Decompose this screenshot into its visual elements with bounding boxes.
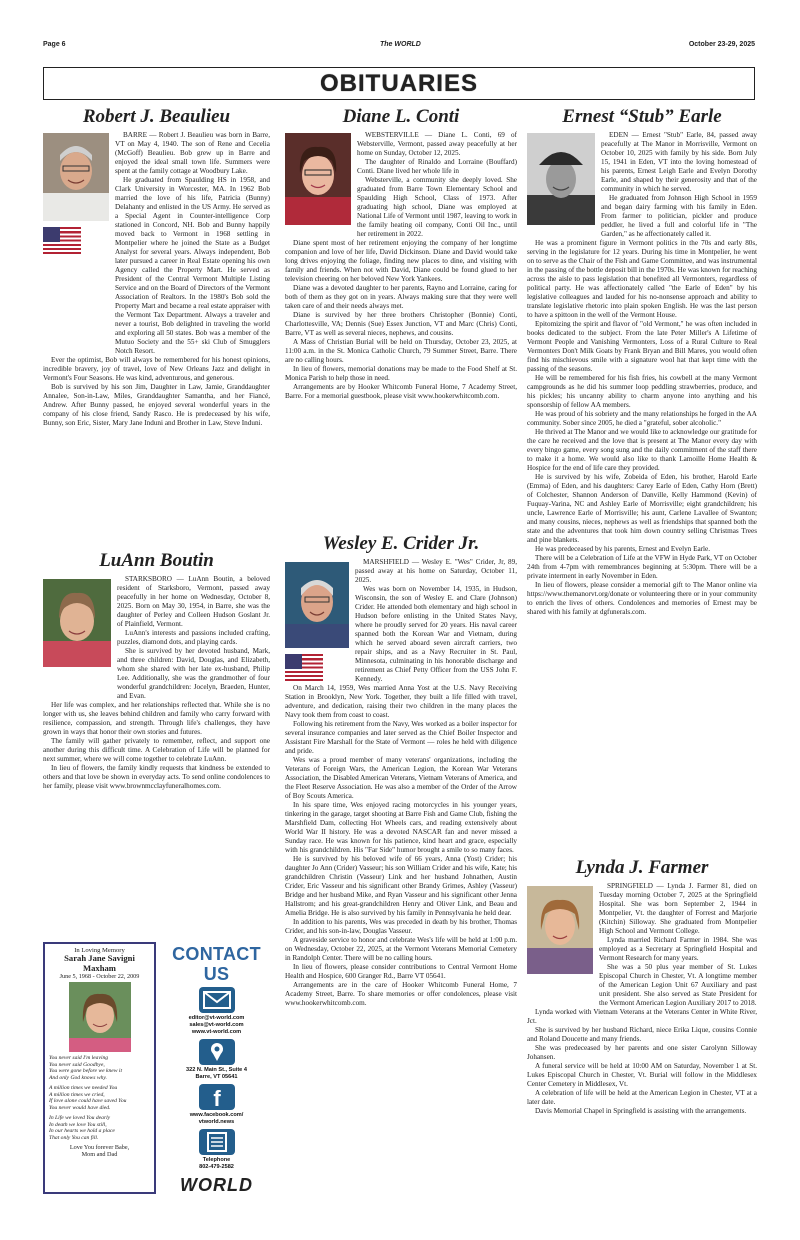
obit-name: Robert J. Beaulieu — [82, 106, 231, 127]
contact-box — [165, 944, 268, 1194]
memorial-photo — [69, 982, 131, 1052]
contact-email[interactable]: editor@vt-world.com — [188, 1015, 245, 1021]
obit-name: Wesley E. Crider Jr. — [322, 533, 480, 554]
obit-paragraph: On March 14, 1959, Wes married Anna Yost at the U.S. Navy Receiving Station in Brooklyn, New York. Together, they built a life filled with travel, adventure, and dedication, raising their two children in the many places the Navy took them from coast to coast. — [285, 684, 517, 719]
obit-conti — [285, 105, 517, 527]
obit-paragraph: Bob is survived by his son Jim, Daughter in Law, Jamie, Granddaughter Annalee, Son-in-Law, Miles, Granddaughter Samantha, and her Fiancé, Andrew. After Bunny passed, he enjoyed several wonderful years in the company of his close friend, Sandy Rasco. He is predeceased by his wife, Bunny, son Eric, Sister, Mary Jane Induni and Brother in Law, Steve Induni. — [43, 383, 270, 427]
obit-paragraph: She was predeceased by her parents and one sister Carolynn Silloway Johansen. — [527, 1044, 757, 1061]
obit-name: Diane L. Conti — [342, 106, 460, 127]
obit-paragraph: In lieu of flowers, memorial donations may be made to the Food Shelf at St. Monica Parish to help those in need. — [285, 365, 517, 382]
contact-telephone[interactable]: 802-479-2582 — [199, 1164, 234, 1170]
obit-paragraph: Her life was complex, and her relationships reflected that. While she is no longer with us, she leaves behind children and family who carry forward with resilience, compassion, and strength. Through life's challenges, they have grown in ways that honor their own stories and futures. — [43, 701, 270, 736]
page-number: Page 6 — [43, 41, 66, 48]
poem-line: In our hearts we hold a place — [49, 1128, 115, 1134]
svg-text:f: f — [212, 1086, 221, 1110]
obit-paragraph: EDEN — Ernest "Stub" Earle, 84, passed away peacefully at The Manor in Morrisville, Vermont on October 10, 2025 with family by his side. Born July 15, 1941 in Eden, VT into the loving homestead of his parents, Ernest Leigh Earle and Evelyn Dorothy Earle, and shaped by their generosity and that of the community in which he served. — [601, 131, 757, 193]
obit-name: Lynda J. Farmer — [575, 857, 709, 878]
issue-date: October 23-29, 2025 — [688, 41, 755, 48]
obit-crider — [285, 532, 517, 1200]
memorial-intro: In Loving Memory — [74, 947, 125, 954]
obit-paragraph: The family will gather privately to remember, reflect, and support one another during this difficult time. A Celebration of Life will be planned for next summer, where we will come together to celebrate LuAnn. — [43, 737, 270, 763]
obit-paragraph: Websterville, a community she deeply loved. She graduated from Barre Town Elementary School and Spaulding High School, Class of 1973. After graduating high school, Diane was employed at National Life of Vermont until 1987, leaving to work in the family heating oil company, Conti Oil Inc., until her retirement in 2022. — [357, 176, 517, 238]
portrait-photo — [43, 133, 109, 221]
contact-tel-label: Telephone — [202, 1157, 231, 1163]
obit-paragraph: Diane spent most of her retirement enjoying the company of her longtime companion and love of her life, David Dickinson. Diane and David would take long drives enjoying the foliage, finding new places to dine, and visiting with family and friends. When not with David, Diane could be found glued to her television cheering on her beloved New York Yankees. — [285, 239, 517, 283]
obit-paragraph: Wes was a proud member of many veterans' organizations, including the Veterans of Foreign Wars, the American Legion, the Korean War Veterans Association, the Disabled American Veterans, Vietnam Veterans of America, and the Fleet Reserve Association. He was also a member of the Order of the Arrow of Boy Scouts America. — [285, 756, 517, 800]
obit-paragraph: She is survived by her husband Richard, niece Erika Lique, cousins Connie and Roland Doucette and many friends. — [527, 1026, 757, 1043]
portrait-photo — [285, 133, 351, 225]
contact-website[interactable]: www.vt-world.com — [191, 1029, 242, 1035]
memorial-signature: Mom and Dad — [81, 1151, 118, 1158]
obit-paragraph: In lieu of flowers, please consider contributions to Central Vermont Home Health and Hospice, 600 Granger Rd., Barre VT 05641. — [285, 963, 517, 980]
memorial-name: Sarah Jane Savigni Maxham — [64, 953, 135, 973]
obit-earle — [527, 105, 757, 850]
portrait-photo — [527, 133, 595, 225]
obit-paragraph: A graveside service to honor and celebrate Wes's life will be held at 1:00 p.m. on Wednesday, October 22, 2025, at the Vermont Veterans Memorial Cemetery in Randolph Center. There will be no calling hours. — [285, 936, 517, 962]
poem-line: You never said I'm leaving — [49, 1055, 109, 1061]
section-title: OBITUARIES — [319, 70, 478, 97]
obit-paragraph: BARRE — Robert J. Beaulieu was born in Barre, VT on May 4, 1940. The son of Rene and Cecelia (McGoff) Beaulieu. Bob grew up in Barre and enjoyed the ideal small town life. Summers were spent at the family cottage at Woodbury Lake. — [115, 131, 270, 175]
obit-paragraph: He graduated from Johnson High School in 1959 and began dairy farming with his family in Eden. From farmer to politician, pickler and produce peddler, he lived a full and colorful life in "The Garden," as he affectionately called it. — [601, 194, 757, 238]
newspaper-icon — [199, 1129, 235, 1155]
obit-farmer — [527, 856, 757, 1200]
obit-paragraph: STARKSBORO — LuAnn Boutin, a beloved resident of Starksboro, Vermont, passed away peacefully in her home on Wednesday, October 8, 2025. Born on May 30, 1954, in Barre, she was the daughter of Perley and Colleen Hudson Goslant Jr. of Plainfield, Vermont. — [117, 575, 270, 628]
memorial-dates: June 5, 1968 - October 22, 2009 — [59, 973, 140, 980]
obit-paragraph: A Mass of Christian Burial will be held on Thursday, October 23, 2025, at 11:00 a.m. in the St. Monica Catholic Church, 79 Summer Street, Barre. There are no calling hours. — [285, 338, 517, 364]
us-flag-icon — [285, 654, 323, 681]
obit-paragraph: The daughter of Rinaldo and Lorraine (Bouffard) Conti. Diane lived her whole life in — [357, 158, 517, 175]
poem-line: In death we love You still, — [49, 1121, 107, 1128]
obit-paragraph: MARSHFIELD — Wesley E. "Wes" Crider, Jr, 89, passed away at his home on Saturday, October 11, 2025. — [355, 558, 517, 584]
obit-paragraph: Diane was a devoted daughter to her parents, Rayno and Lorraine, caring for both of them as they got on in years. Always making sure that they were well taken care of and their needs always met. — [285, 284, 517, 310]
obit-paragraph: He is survived by his wife, Zobeida of Eden, his brother, Harold Earle (Emma) of Eden, and his daughters: Carey Earle of Eden, Cathy Horn (Brett) of Colchester, Shannon Anderson of Danville, Kelly Hammond (Kevin) of Fuquay-Varina, NC and Ashley Earle of Morrisville; eight grandchildren; his uncle, Lawrence Earle of Morrisville; his aunt, Carlene Lavallee of Swanton; and many cousins, nieces, nephews as well as friendships that spanned both the state and the adventures that took him down country selling Christmas Trees and pine blankets. — [527, 473, 757, 544]
us-flag-icon — [43, 227, 81, 254]
obit-name: Ernest “Stub” Earle — [562, 106, 722, 127]
contact-facebook[interactable]: www.facebook.com/ — [189, 1112, 244, 1118]
obit-paragraph: He is survived by his beloved wife of 66 years, Anna (Yost) Crider; his daughter Jo Ann (Crider) Vasseur; his son William Crider and his wife, Kate; his grandchildren Christin (Vasseur) Link and her husband Johnathen, Austin Crider, Eric Vasseur and his significant other Brandy Grimes, Ashley (Vasseur) Bridge and her husband Mike, and Ryan Vasseur and his significant other Jenna Hallstrom; and his great-grandchildren Henry and Oliver Link, and Beau and Amelia Bridge. He is also survived by his family in Pennsylvania he held dear. — [285, 855, 517, 917]
obit-paragraph: Following his retirement from the Navy, Wes worked as a boiler inspector for several insurance companies and later served as the Chief Boiler Inspector and Assistant Fire Marshall for the State of Vermont — roles he held with diligence and pride. — [285, 720, 517, 755]
memorial-poem — [49, 1055, 150, 1141]
obit-paragraph: LuAnn's interests and passions included crafting, puzzles, diamond dots, and playing cards. — [117, 629, 270, 646]
obit-paragraph: He was a prominent figure in Vermont politics in the 70s and early 80s, serving in the legislature for 12 years. During his time in Montpelier, he went on to serve as the Chair of the Fish and Game Committee, and was instrumental in the passing of the bottle deposit bill in the 1970s. He was known for reaching across the aisle to pass legislation that benefited all Vermonters, regardless of political party. He was affectionately called "the Earle of Eden" by his legislative colleagues and lauded for his no-nonsense approach and ability to translate legislative rhetoric into plain spoken English. He was the last person to have a spittoon in the well of the Vermont House. — [527, 239, 757, 319]
obit-paragraph: WEBSTERVILLE — Diane L. Conti, 69 of Websterville, Vermont, passed away peacefully at her home on Sunday, October 12, 2025. — [357, 131, 517, 157]
obit-paragraph: Diane is survived by her three brothers Christopher (Bonnie) Conti, Charlottesville, VA; Dennis (Sue) Essex Junction, VT and Marc (Chris) Conti, Barre, VT as well as several nieces, nephews, and cousins. — [285, 311, 517, 337]
obit-paragraph: He will be remembered for his fish fries, his cowbell at the many Vermont campgrounds as he did his summer loop peddling strawberries, produce, and his pickles; his uncanny ability to charm anyone into anything and his sponsorship of fellow AA members. — [527, 374, 757, 409]
memorial-box — [43, 942, 156, 1194]
obit-paragraph: There will be a Celebration of Life at the VFW in Hyde Park, VT on October 24th from 4-7pm with remembrances beginning at 5:30pm. There will be a private interment in early November in Eden. — [527, 554, 757, 580]
contact-email[interactable]: sales@vt-world.com — [189, 1022, 244, 1028]
poem-line: A million times we cried, — [49, 1091, 105, 1098]
obit-paragraph: Lynda worked with Vietnam Veterans at the Veterans Center in White River, Jct. — [527, 1008, 757, 1025]
obit-paragraph: She is survived by her devoted husband, Mark, and three children: David, Douglas, and Elizabeth, whom she shared with her late ex-husband, Philip Lee. Additionally, she was the grandmother of four wonderful grandchildren: Jocelyn, Braeden, Hunter, and Evan. — [117, 647, 270, 700]
obit-paragraph: Ever the optimist, Bob will always be remembered for his honest opinions, incredible bravery, joy of travel, love of New Orleans Jazz and delight in Vermont's Four Seasons. He was kind, adventurous, and generous. — [43, 356, 270, 382]
world-logo: WORLD — [180, 1175, 253, 1194]
obit-paragraph: In lieu of flowers, the family kindly requests that kindness be extended to others and that love be shown in everyday acts. To send online condolences to her family, please visit www.brownmcclayfuneralhomes.com. — [43, 764, 270, 790]
poem-line: And only God knows why. — [49, 1074, 107, 1081]
obit-paragraph: She was a 50 plus year member of St. Lukes Episcopal Church in Chester, Vt. A longtime member of the American Legion Unit 67 Auxiliary and past unit president. She also served as State President for the Vermont American Legion Auxiliary 2017 to 2018. — [599, 963, 757, 1007]
obit-paragraph: He graduated from Spaulding HS in 1958, and Clark University in Worcester, MA. In 1962 Bob married the love of his life, Patricia (Bunny) Delahanty and enlisted in the US Army. He served as a Special Agent in Counter-intelligence Corp stationed in Concord, NH. Bob and Bunny happily moved back to Vermont in 1968 settling in Montpelier where he joined the State as a Budget Analyst for several years. Always independent, Bob later pursued a career in Real Estate opening his own Agency called the Property Mart. He served as President of the Central Vermont Multiple Listing Service and on the Board of Directors of the Vermont Association of Realtors. In the 1980's Bob sold the Property Mart and became a real estate appraiser with the Vermont Tax Department. Always a traveler and never a tourist, Bob delighted in traveling the world and exploring all 50 states. Bob was a member of the Mutuo Society and the 55+ ski Club of Smugglers Notch Resort. — [115, 176, 270, 355]
contact-address: Barre, VT 05641 — [195, 1074, 238, 1080]
obit-boutin — [43, 549, 270, 935]
email-icon — [199, 987, 235, 1013]
contact-title: CONTACT US — [172, 944, 261, 984]
obit-paragraph: SPRINGFIELD — Lynda J. Farmer 81, died on Tuesday morning October 7, 2025 at the Springfield Hospital. She was born September 2, 1944 in Montpelier, Vt. the daughter of Forrest and Marjorie (Kitchin) Silloway. She graduated from Montpelier High School and Vermont College. — [599, 882, 757, 935]
poem-line: You were gone before we knew it — [49, 1068, 123, 1074]
obit-paragraph: A celebration of life will be held at the American Legion in Chester, VT at a later date. — [527, 1089, 757, 1106]
obit-paragraph: Epitomizing the spirit and flavor of "old Vermont," he was often included in books dedicated to the subject. From the late Peter Miller's A Lifetime of Vermont People and Vanishing Vermonters, Loss of a Rural Culture to Real Vermonters Don't Milk Goats by Frank Bryan and Bill Mares, you would often find his mischievous smile with a signature wool hat that kept time with the passing of the seasons. — [527, 320, 757, 373]
obit-paragraph: Wes was born on November 14, 1935, in Hudson, Wisconsin, the son of Wesley E. and Clare (Johnson) Crider. He attended both elementary and high school in Hudson before enlisting in the United States Navy, where he proudly served for 20 years. His naval career spanned both the Korean War and Vietnam, during which he served aboard seven aircraft carriers, two repair ships, and as a Navy Recruiter in St. Paul, Minnesota, culminating in his honorable discharge and retirement as Chief Petty Officer from the USS John F. Kennedy. — [355, 585, 517, 683]
contact-address: 322 N. Main St., Suite 4 — [186, 1067, 247, 1073]
obit-beaulieu — [43, 105, 270, 550]
portrait-photo — [527, 886, 593, 974]
poem-line: A million times we needed You — [49, 1085, 118, 1091]
location-pin-icon — [199, 1039, 235, 1065]
poem-line: That only You can fill. — [49, 1134, 99, 1141]
portrait-photo — [43, 579, 111, 667]
obit-paragraph: Arrangements are by Hooker Whitcomb Funeral Home, 7 Academy Street, Barre. For a memorial guestbook, please visit www.hookerwhitcomb.com. — [285, 383, 517, 400]
obit-paragraph: He was predeceased by his parents, Ernest and Evelyn Earle. — [535, 545, 711, 553]
obit-paragraph: In addition to his parents, Wes was preceded in death by his brother, Thomas Crider, and his son-in-law, Douglas Vasseur. — [285, 918, 517, 935]
portrait-photo — [285, 562, 349, 648]
obit-name: LuAnn Boutin — [99, 550, 214, 571]
poem-line: You never would have died. — [49, 1104, 111, 1111]
facebook-icon — [199, 1084, 235, 1110]
obit-paragraph: He was proud of his sobriety and the many relationships he forged in the AA community. Sober since 2005, he died a "grateful, sober alcoholic." — [527, 410, 757, 427]
memorial-signature: Love You forever Babe, — [69, 1144, 130, 1151]
obit-paragraph: In lieu of flowers, please consider a memorial gift to The Manor online via https://www.themanorvt.org/donate or volunteering there or in your community to enrich the lives of others. Condolences and memories of Ernest may be shared with his family at dgfunerals.com. — [527, 581, 757, 616]
poem-line: You never said Goodbye, — [49, 1061, 105, 1068]
obit-paragraph: Arrangements are in the care of Hooker Whitcomb Funeral Home, 7 Academy Street, Barre. To share memories or offer condolences, please visit www.hookerwhitcomb.com. — [285, 981, 517, 1007]
obit-paragraph: In his spare time, Wes enjoyed racing motorcycles in his younger years, tinkering in the garage, target shooting at Barre Fish and Game Club, fishing the Marshfield Dam, collecting Hot Wheels cars, and reading extensively about World War II history. He was a devoted NASCAR fan and never missed a Sunday race. He was known for his patience, kind heart and grace, especially with his grandchildren. His "Far Side" humor brought a smile to so many faces. — [285, 801, 517, 854]
paper-name: The WORLD — [380, 41, 421, 48]
obit-paragraph: He thrived at The Manor and we would like to acknowledge our gratitude for the care he received and the love that is present at The Manor every day with every bingo game, every song sung and the daily commitment of the staff there to make it a home. We would also like to thank Lamoille Home Health & Hospice for the end of life care they provided. — [527, 428, 757, 472]
section-title-box — [43, 67, 755, 100]
contact-facebook[interactable]: vtworld.news — [198, 1119, 235, 1125]
obit-paragraph: A funeral service will be held at 10:00 AM on Saturday, November 1 at St. Lukes Episcopal Church in Chester, Vt. Burial will follow in the Middlesex Center Cemetery in Middlesex, Vt. — [527, 1062, 757, 1088]
poem-line: If love alone could have saved You — [49, 1098, 127, 1104]
poem-line: In Life we loved You dearly — [49, 1115, 111, 1121]
obit-paragraph: Davis Memorial Chapel in Springfield is assisting with the arrangements. — [535, 1107, 747, 1115]
obit-paragraph: Lynda married Richard Farmer in 1984. She was employed as a Secretary at Springfield Hospital and Vermont Research for many years. — [599, 936, 757, 962]
